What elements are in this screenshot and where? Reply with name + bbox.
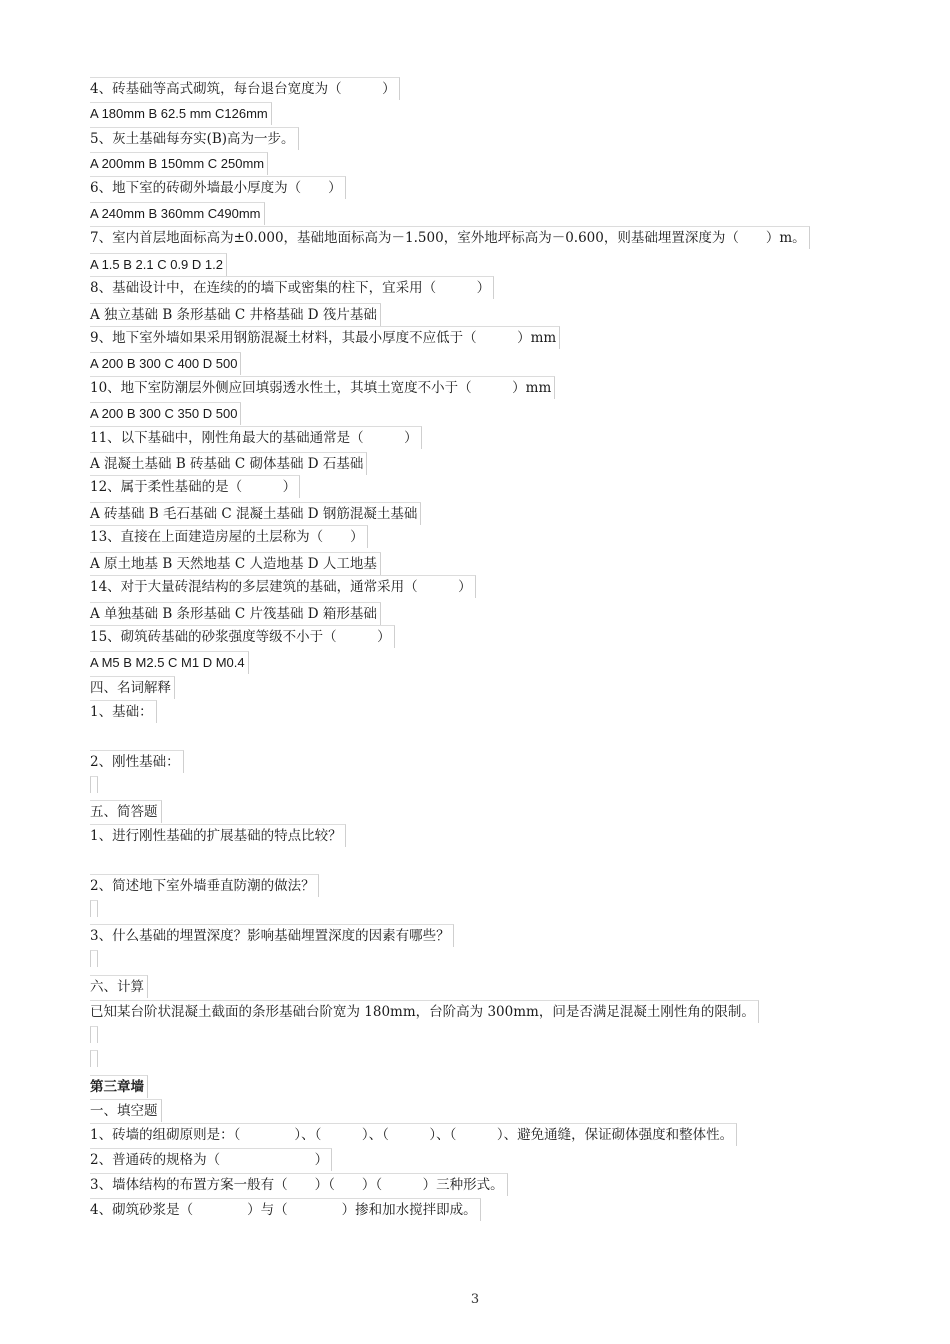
question-13: 13、直接在上面建造房屋的土层称为（ ） (90, 525, 368, 548)
fill-blank-3: 3、墙体结构的布置方案一般有（ ）（ ）（ ）三种形式。 (90, 1173, 508, 1196)
fill-blank-1: 1、砖墙的组砌原则是：（ ）、（ ）、（ ）、（ ）、避免通缝，保证砌体强度和整体性。 (90, 1123, 737, 1146)
blank-line-marker (90, 900, 98, 917)
question-9: 9、地下室外墙如果采用钢筋混凝土材料，其最小厚度不应低于（ ）mm (90, 326, 560, 349)
question-10: 10、地下室防潮层外侧应回填弱透水性土，其填土宽度不小于（ ）mm (90, 376, 555, 399)
question-6: 6、地下室的砖砌外墙最小厚度为（ ） (90, 176, 346, 199)
question-7: 7、室内首层地面标高为±0.000，基础地面标高为－1.500，室外地坪标高为－0.600，则基础埋置深度为（ ）m。 (90, 226, 810, 249)
calculation-problem: 已知某台阶状混凝土截面的条形基础台阶宽为 180mm，台阶高为 300mm，问是否满足混凝土刚性角的限制。 (90, 1000, 759, 1023)
short-answer-2: 2、简述地下室外墙垂直防潮的做法？ (90, 874, 319, 897)
question-8: 8、基础设计中，在连续的的墙下或密集的柱下，宜采用（ ） (90, 276, 494, 299)
question-11: 11、以下基础中，刚性角最大的基础通常是（ ） (90, 426, 422, 449)
options-13: A 原土地基 B 天然地基 C 人造地基 D 人工地基 (90, 552, 381, 575)
section-heading-fill-blank: 一、填空题 (90, 1099, 162, 1122)
fill-blank-2: 2、普通砖的规格为（ ） (90, 1148, 332, 1171)
fill-blank-4: 4、砌筑砂浆是（ ）与（ ）掺和加水搅拌即成。 (90, 1198, 481, 1221)
section-heading-short-answer: 五、简答题 (90, 800, 162, 823)
options-15: A M5 B M2.5 C M1 D M0.4 (90, 651, 249, 674)
options-8: A 独立基础 B 条形基础 C 井格基础 D 筏片基础 (90, 303, 381, 326)
options-7: A 1.5 B 2.1 C 0.9 D 1.2 (90, 253, 227, 276)
question-4: 4、砖基础等高式砌筑，每台退台宽度为（ ） (90, 77, 400, 100)
term-1: 1、基础： (90, 700, 157, 723)
options-12: A 砖基础 B 毛石基础 C 混凝土基础 D 钢筋混凝土基础 (90, 502, 421, 525)
options-6: A 240mm B 360mm C490mm (90, 202, 265, 225)
short-answer-3: 3、什么基础的埋置深度？影响基础埋置深度的因素有哪些？ (90, 924, 454, 947)
chapter-title: 第三章墙 (90, 1075, 148, 1098)
options-10: A 200 B 300 C 350 D 500 (90, 402, 241, 425)
options-11: A 混凝土基础 B 砖基础 C 砌体基础 D 石基础 (90, 452, 367, 475)
page-number: 3 (470, 1292, 480, 1307)
question-14: 14、对于大量砖混结构的多层建筑的基础，通常采用（ ） (90, 575, 476, 598)
term-2: 2、刚性基础： (90, 750, 184, 773)
section-heading-calculation: 六、计算 (90, 975, 148, 998)
blank-line-marker (90, 1050, 98, 1067)
options-9: A 200 B 300 C 400 D 500 (90, 352, 241, 375)
options-5: A 200mm B 150mm C 250mm (90, 152, 268, 175)
blank-line-marker (90, 1026, 98, 1043)
blank-line-marker (90, 776, 98, 793)
short-answer-1: 1、进行刚性基础的扩展基础的特点比较？ (90, 824, 346, 847)
options-14: A 单独基础 B 条形基础 C 片筏基础 D 箱形基础 (90, 602, 381, 625)
options-4: A 180mm B 62.5 mm C126mm (90, 102, 272, 125)
question-5: 5、灰土基础每夯实(B)高为一步。 (90, 127, 299, 150)
blank-line-marker (90, 950, 98, 967)
section-heading-terms: 四、名词解释 (90, 676, 175, 699)
question-15: 15、砌筑砖基础的砂浆强度等级不小于（ ） (90, 625, 395, 648)
question-12: 12、属于柔性基础的是（ ） (90, 475, 300, 498)
